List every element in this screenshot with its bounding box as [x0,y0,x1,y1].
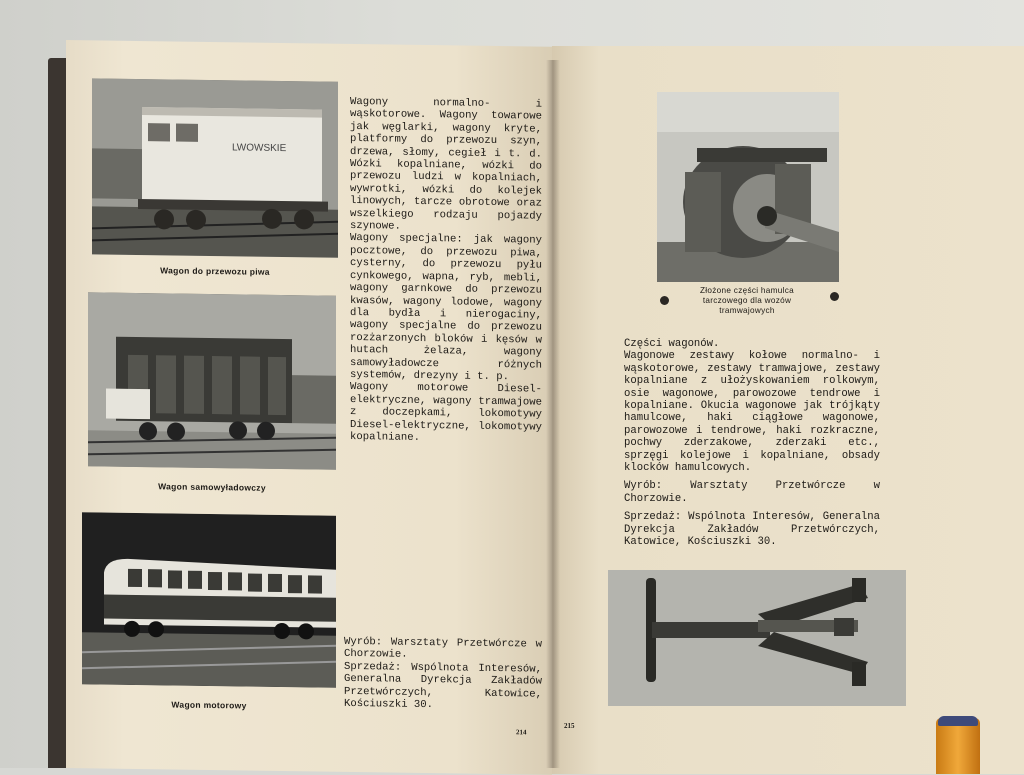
wagon-sign-text: LWOWSKIE [232,142,287,155]
motor-wagon-illustration [82,512,336,688]
right-paragraph: Wagonowe zestawy kołowe normalno- i wąskotorowe, zestawy tramwajowe, zestawy kopalniane z ułożyskowaniem rolkowym, osie wagonowe, parowozowe tendrowe i kopalniane. Okucia wagonowe jak trójkąty hamulcowe, haki ciągłowe wagonowe, parowozowe i tendrowe, haki rozkraczne, pochwy zderzakowe, zderzaki etc., sprzęgi kolejowe i kopalniane, obsady klocków hamulcowych. [624,350,880,475]
self-unloading-wagon-illustration [88,292,336,469]
left-sprzedaz: Sprzedaż: Wspólnota Interesów, Generalna Dyrekcja Zakładów Przetwórczych, Katowice, Kościuszki 30. [344,660,542,712]
beer-wagon-illustration [92,78,338,257]
caption-beer-wagon: Wagon do przewozu piwa [160,265,270,277]
orange-marker-object [936,718,980,774]
left-page [66,40,552,775]
disc-brake-illustration [657,92,839,282]
book-gutter [546,60,560,768]
left-producer-block [344,636,542,713]
caption-disc-brake: Złożone części hamulca tarczowego dla wozów tramwajowych [700,286,794,315]
caption-bullet-left [660,296,669,305]
page-number-left: 214 [516,728,527,737]
marker-cap [938,716,978,726]
photo-disc-brake [657,92,839,282]
photo-motor-wagon [82,512,336,688]
right-sprzedaz: Sprzedaż: Wspólnota Interesów, Generalna Dyrekcja Zakładów Przetwórczych, Katowice, Kościuszki 30. [624,511,880,549]
page-number-right: 215 [564,722,575,730]
paragraph-wagony-specjalne: Wagony specjalne: jak wagony pocztowe, do przewozu piwa, cysterny, do przewozu pyłu cynkowego, wapna, ryb, mebli, wagony garnkowe do przewozu kwasów, wagony lodowe, wagony dla bydła i nierogaciny, wagony specjalne do przewozu rozżarzonych bloków i kęsów w hutach żelaza, wagony samowyładowcze różnych systemów, drezyny i t. p. [350,232,542,384]
right-heading: Części wagonów. [624,338,720,350]
paragraph-wagony: Wagony normalno- i wąskotorowe. Wagony towarowe jak węglarki, wagony kryte, platformy do przewozu szyn, drzewa, słomy, cegieł i t. d. Wózki kopalniane, wózki do przewozu ludzi w kopalniach, wywrotki, wózki do kolejek linowych, tarcze obrotowe oraz wszelkiego rodzaju pojazdy szynowe. [350,95,542,233]
paragraph-wagony-motorowe: Wagony motorowe Diesel-elektryczne, wagony tramwajowe z doczepkami, lokomotywy Diesel-elektryczne, lokomotywy kopalniane. [350,381,542,444]
left-wyrob: Wyrób: Warsztaty Przetwórcze w Chorzowie. [344,635,542,662]
coupling-part-illustration [608,570,906,706]
right-page [552,46,1024,774]
right-wyrob: Wyrób: Warsztaty Przetwórcze w Chorzowie. [624,480,880,505]
photo-coupling-part [608,570,906,706]
left-text-column [350,96,542,446]
right-text-column [624,338,880,549]
photo-self-unloading-wagon [88,292,336,469]
caption-bullet-right [830,292,839,301]
photo-beer-wagon [92,78,338,257]
caption-self-unloading-wagon: Wagon samowyładowczy [158,481,266,493]
caption-motor-wagon: Wagon motorowy [171,699,247,711]
